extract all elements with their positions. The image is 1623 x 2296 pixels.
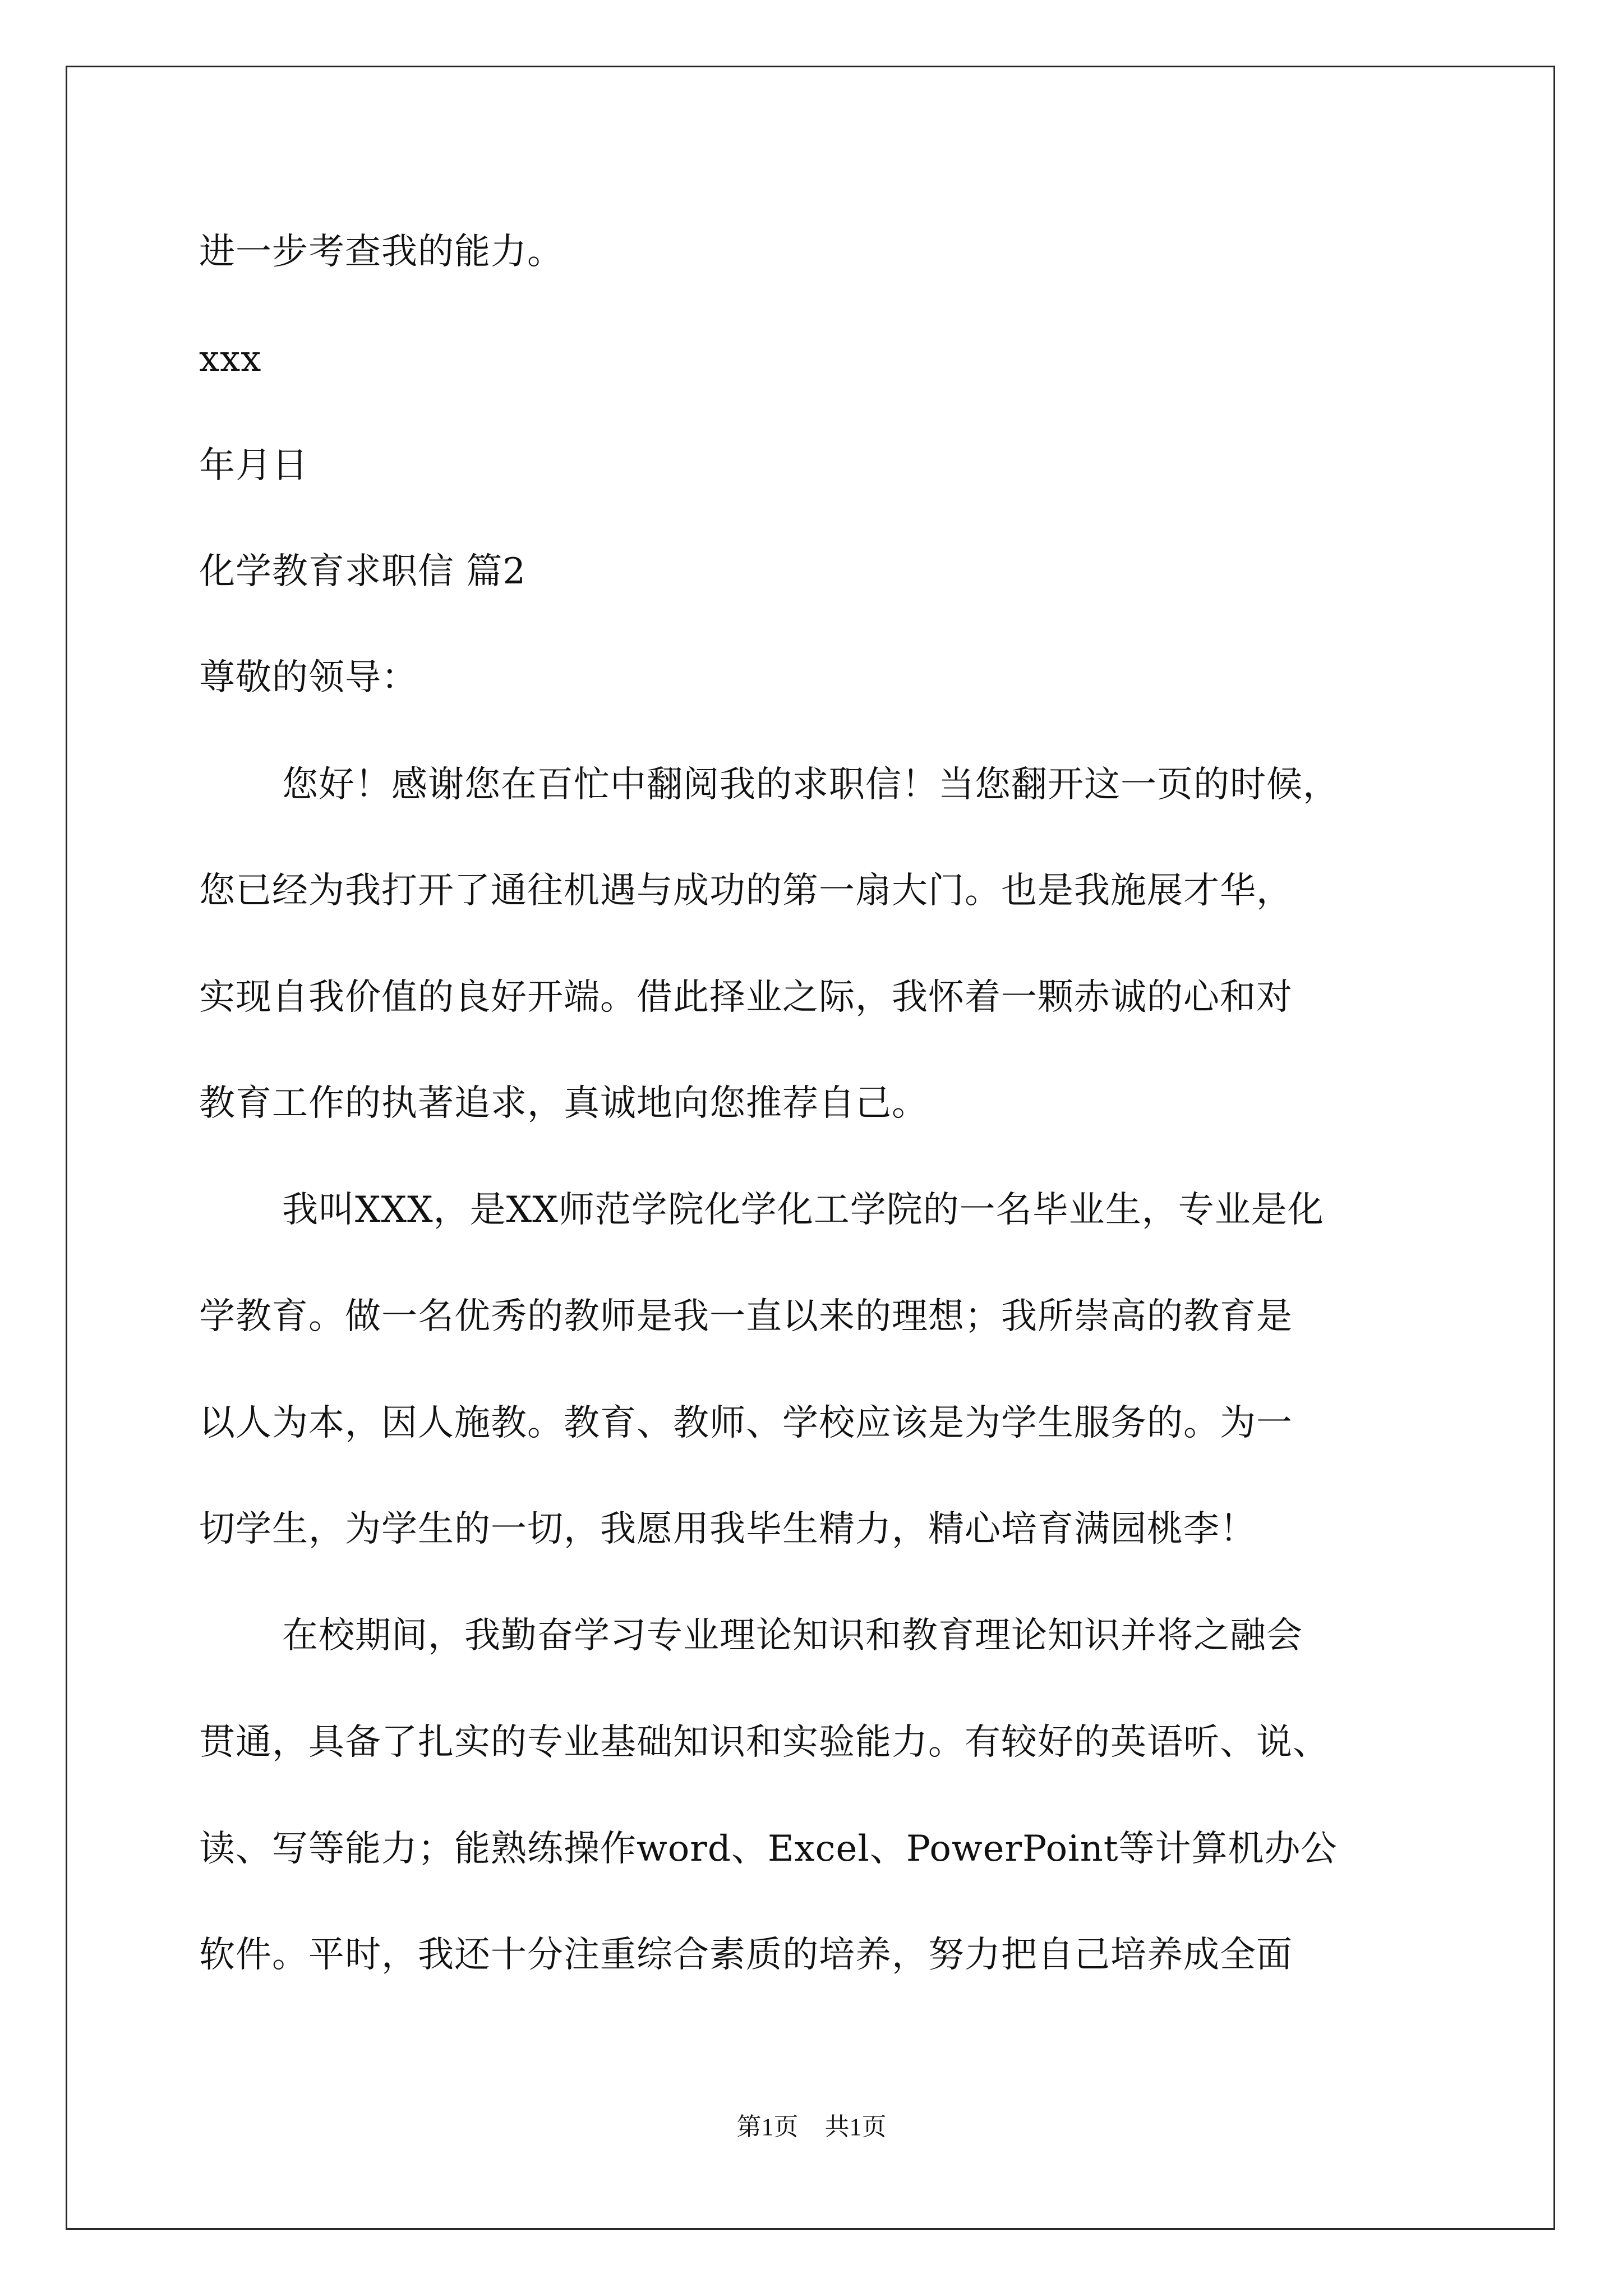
text-line: 实现自我价值的良好开端。借此择业之际，我怀着一颗赤诚的心和对 xyxy=(199,977,1293,1018)
page-number-total: 共1页 xyxy=(824,2113,887,2141)
text-line: 教育工作的执著追求，真诚地向您推荐自己。 xyxy=(199,1083,928,1124)
text-line: 在校期间，我勤奋学习专业理论知识和教育理论知识并将之融会 xyxy=(282,1615,1303,1657)
text-line: 学教育。做一名优秀的教师是我一直以来的理想；我所崇高的教育是 xyxy=(199,1296,1293,1337)
page-number-current: 第1页 xyxy=(736,2113,799,2141)
text-line: 您好！感谢您在百忙中翻阅我的求职信！当您翻开这一页的时候， xyxy=(282,764,1339,806)
text-line: 切学生，为学生的一切，我愿用我毕生精力，精心培育满园桃李！ xyxy=(199,1508,1256,1550)
section-heading: 化学教育求职信 篇2 xyxy=(199,551,527,592)
text-line: 您已经为我打开了通往机遇与成功的第一扇大门。也是我施展才华， xyxy=(199,870,1293,912)
text-line: 读、写等能力；能熟练操作word、Excel、PowerPoint等计算机办公 xyxy=(199,1828,1338,1870)
salutation: 尊敬的领导： xyxy=(199,657,418,698)
text-line: 进一步考查我的能力。 xyxy=(199,231,564,273)
signature-name: xxx xyxy=(199,338,262,380)
text-line: 软件。平时，我还十分注重综合素质的培养，努力把自己培养成全面 xyxy=(199,1934,1293,1976)
text-line: 以人为本，因人施教。教育、教师、学校应该是为学生服务的。为一 xyxy=(199,1402,1293,1444)
text-line: 贯通，具备了扎实的专业基础知识和实验能力。有较好的英语听、说、 xyxy=(199,1722,1329,1763)
date-line: 年月日 xyxy=(199,445,308,486)
text-line: 我叫XXX，是XX师范学院化学化工学院的一名毕业生，专业是化 xyxy=(282,1189,1324,1231)
page-footer xyxy=(0,2115,1623,2139)
page-border xyxy=(66,66,1555,2230)
